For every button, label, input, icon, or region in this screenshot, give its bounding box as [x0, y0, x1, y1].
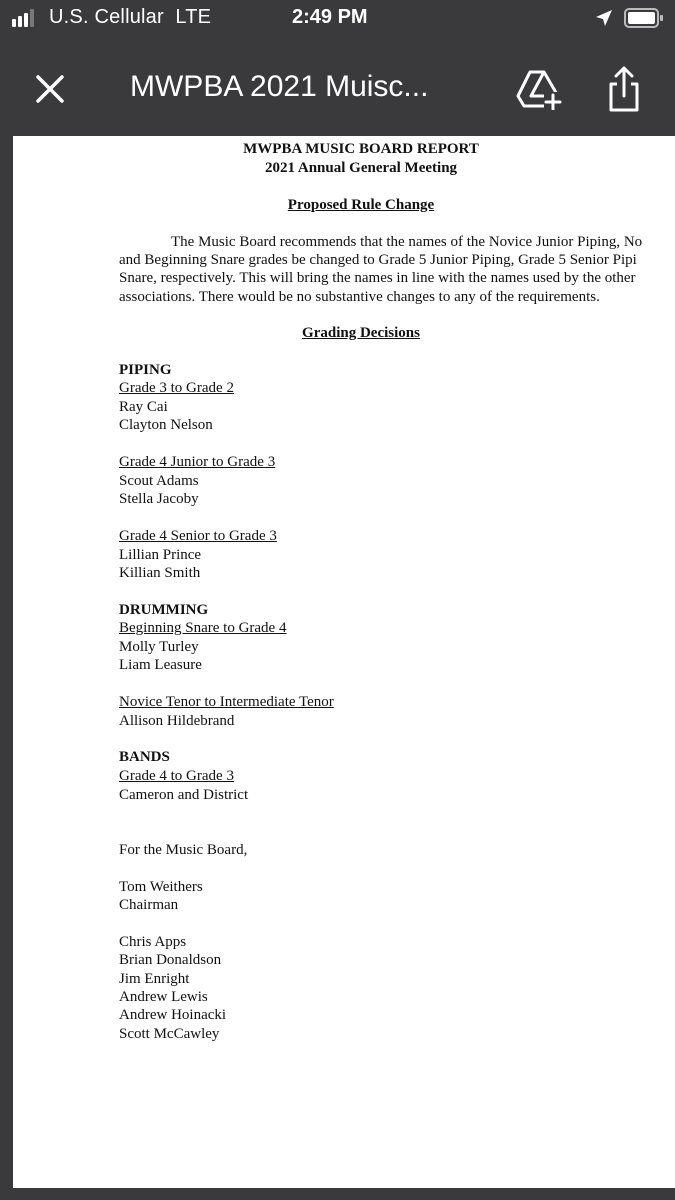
bottom-bar	[0, 1188, 675, 1200]
band-name: Cameron and District	[119, 787, 249, 803]
status-bar	[0, 0, 675, 38]
battery-icon	[624, 8, 664, 28]
network-type: LTE	[175, 6, 212, 28]
carrier-label	[49, 6, 211, 29]
share-icon[interactable]	[604, 66, 644, 112]
chairman-title: Chairman	[119, 897, 179, 913]
member-name: Killian Smith	[119, 565, 201, 581]
board-member: Chris Apps	[119, 934, 187, 950]
board-member: Andrew Lewis	[119, 989, 208, 1005]
closing-line: For the Music Board,	[119, 842, 248, 858]
member-name: Scout Adams	[119, 473, 199, 489]
report-subtitle: 2021 Annual General Meeting	[264, 160, 458, 176]
carrier-name: U.S. Cellular	[49, 6, 164, 28]
board-member: Andrew Hoinacki	[119, 1007, 227, 1023]
viewer-toolbar	[0, 38, 675, 136]
signal-strength-icon	[12, 9, 42, 27]
add-to-drive-icon[interactable]	[514, 68, 562, 110]
paragraph-line: and Beginning Snare grades be changed to Grade 5 Junior Piping, Grade 5 Senior Pipi	[119, 252, 637, 268]
paragraph-line: associations. There would be no substantive changes to any of the requirements.	[119, 289, 600, 305]
member-name: Liam Leasure	[119, 657, 202, 673]
member-name: Lillian Prince	[119, 547, 202, 563]
drumming-heading: DRUMMING	[119, 602, 209, 618]
grade-change-label: Grade 4 Senior to Grade 3	[119, 528, 277, 544]
member-name: Clayton Nelson	[119, 417, 213, 433]
grade-change-label: Grade 4 to Grade 3	[119, 768, 234, 784]
board-member: Scott McCawley	[119, 1026, 220, 1042]
close-icon[interactable]	[30, 69, 70, 109]
piping-heading: PIPING	[119, 362, 172, 378]
section-heading-grading: Grading Decisions	[302, 325, 420, 341]
paragraph-line: The Music Board recommends that the names of the Novice Junior Piping, No	[171, 234, 643, 250]
member-name: Ray Cai	[119, 399, 168, 415]
chairman-name: Tom Weithers	[119, 879, 203, 895]
grade-change-label: Beginning Snare to Grade 4	[119, 620, 287, 636]
grade-change-label: Grade 4 Junior to Grade 3	[119, 454, 276, 470]
location-arrow-icon	[595, 9, 613, 27]
member-name: Molly Turley	[119, 639, 199, 655]
board-member: Brian Donaldson	[119, 952, 222, 968]
status-time: 2:49 PM	[292, 6, 368, 28]
member-name: Allison Hildebrand	[119, 713, 235, 729]
document-page[interactable]	[13, 136, 675, 1188]
document-title: MWPBA 2021 Muisc...	[130, 70, 429, 103]
member-name: Stella Jacoby	[119, 491, 199, 507]
bands-heading: BANDS	[119, 749, 170, 765]
grade-change-label: Novice Tenor to Intermediate Tenor	[119, 694, 334, 710]
paragraph-line: Snare, respectively. This will bring the names in line with the names used by the other	[119, 270, 636, 286]
board-member: Jim Enright	[119, 971, 190, 987]
grade-change-label: Grade 3 to Grade 2	[119, 380, 234, 396]
report-title: MWPBA MUSIC BOARD REPORT	[243, 141, 479, 157]
section-heading-rule-change: Proposed Rule Change	[287, 197, 435, 213]
